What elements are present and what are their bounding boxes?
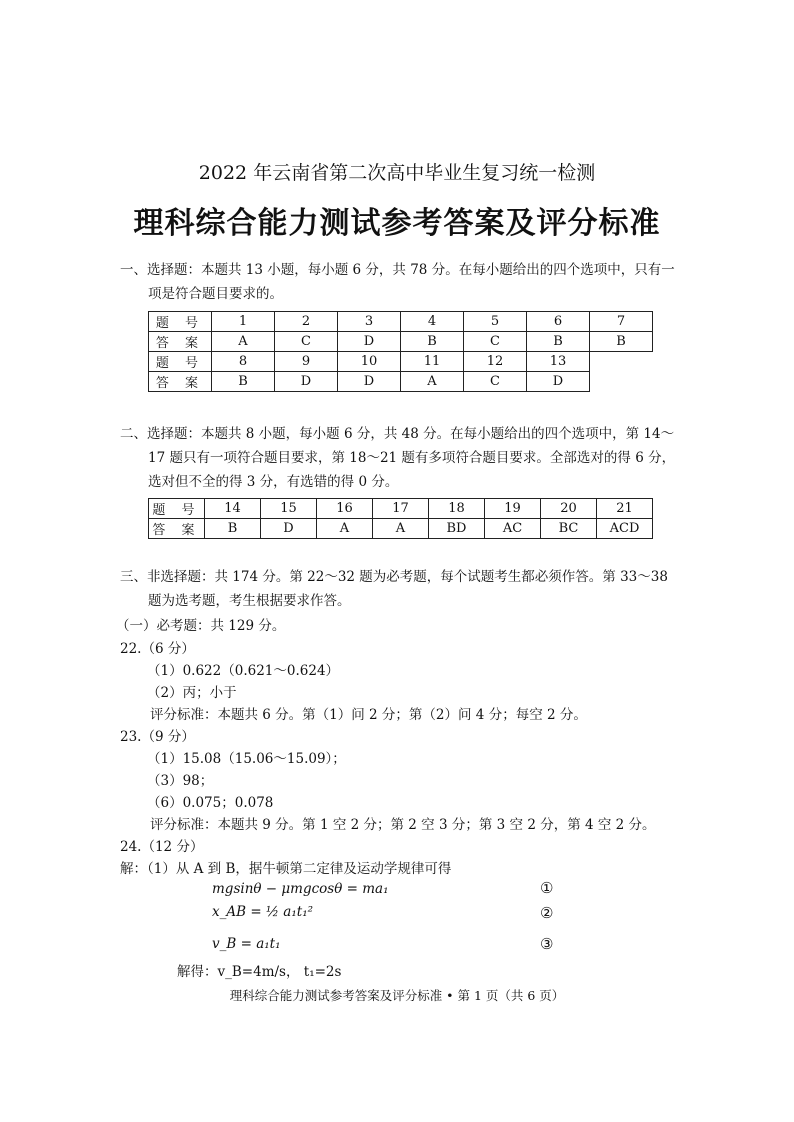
table-cell: 5 xyxy=(464,312,527,332)
table-cell: 21 xyxy=(597,499,653,519)
section1-intro-line1: 一、选择题：本题共 13 小题，每小题 6 分，共 78 分。在每小题给出的四个选项中，只有一 xyxy=(120,262,675,278)
table-cell: A xyxy=(317,519,373,539)
q24-title: 24.（12 分） xyxy=(120,839,204,855)
table-cell: B xyxy=(205,519,261,539)
table-cell: D xyxy=(261,519,317,539)
table-cell: ACD xyxy=(597,519,653,539)
header-cell: 题 号 xyxy=(149,499,205,519)
section3-intro-line2: 题为选考题，考生根据要求作答。 xyxy=(148,593,351,609)
section2-intro-line2: 17 题只有一项符合题目要求，第 18～21 题有多项符合题目要求。全部选对的得 6 分， xyxy=(148,450,676,466)
equation-number-3: ③ xyxy=(540,935,554,953)
table-cell: 11 xyxy=(401,352,464,372)
table-row xyxy=(149,312,653,332)
table-row xyxy=(149,352,653,372)
q23-answer-2: （3）98； xyxy=(147,773,214,789)
section1-intro-line2: 项是符合题目要求的。 xyxy=(148,286,283,302)
q23-answer-3: （6）0.075；0.078 xyxy=(147,795,274,811)
q22-answer-1: （1）0.622（0.621～0.624） xyxy=(147,663,340,679)
table-cell: A xyxy=(212,332,275,352)
equation-number-1: ① xyxy=(540,879,554,897)
header-cell: 答 案 xyxy=(149,519,205,539)
table-cell: 7 xyxy=(590,312,653,332)
result-values: v_B=4m/s， t₁=2s xyxy=(217,964,342,980)
table-cell: 6 xyxy=(527,312,590,332)
header-cell: 题 号 xyxy=(149,312,212,332)
q22-answer-2: （2）丙；小于 xyxy=(147,685,237,701)
header-cell: 答 案 xyxy=(149,332,212,352)
table-cell: 9 xyxy=(275,352,338,372)
table-cell: C xyxy=(275,332,338,352)
table-cell: B xyxy=(401,332,464,352)
table-cell: 13 xyxy=(527,352,590,372)
q24-result xyxy=(177,960,341,980)
table-row xyxy=(149,519,653,539)
section1-answer-table xyxy=(148,311,653,392)
equation-3: v_B = a₁t₁ xyxy=(212,936,281,952)
table-cell: B xyxy=(527,332,590,352)
table-cell: B xyxy=(212,372,275,392)
header-cell: 题 号 xyxy=(149,352,212,372)
table-cell: 10 xyxy=(338,352,401,372)
table-cell: 20 xyxy=(541,499,597,519)
empty-cell xyxy=(590,352,653,372)
table-cell: 4 xyxy=(401,312,464,332)
table-cell: D xyxy=(527,372,590,392)
equation-1: mgsinθ − μmgcosθ = ma₁ xyxy=(212,881,389,897)
table-cell: B xyxy=(590,332,653,352)
q23-answer-1: （1）15.08（15.06～15.09）； xyxy=(147,751,346,767)
table-cell: 12 xyxy=(464,352,527,372)
page-footer: 理科综合能力测试参考答案及评分标准 • 第 1 页（共 6 页） xyxy=(229,988,565,1003)
section2-answer-table xyxy=(148,498,653,539)
section3-intro-line1: 三、非选择题：共 174 分。第 22～32 题为必考题，每个试题考生都必须作答。第 33～38 xyxy=(120,569,668,585)
table-cell: BD xyxy=(429,519,485,539)
table-cell: C xyxy=(464,332,527,352)
table-cell: A xyxy=(373,519,429,539)
q23-title: 23.（9 分） xyxy=(120,729,195,745)
table-cell: D xyxy=(338,372,401,392)
table-cell: 15 xyxy=(261,499,317,519)
table-cell: 8 xyxy=(212,352,275,372)
empty-cell xyxy=(590,372,653,392)
table-cell: 2 xyxy=(275,312,338,332)
table-cell: 1 xyxy=(212,312,275,332)
table-cell: 19 xyxy=(485,499,541,519)
q23-grading: 评分标准：本题共 9 分。第 1 空 2 分；第 2 空 3 分；第 3 空 2 分，第 4 空 2 分。 xyxy=(150,817,656,833)
document-title: 理科综合能力测试参考答案及评分标准 xyxy=(133,206,661,241)
required-heading: （一）必考题：共 129 分。 xyxy=(116,618,286,634)
equation-number-2: ② xyxy=(540,904,554,922)
q22-grading: 评分标准：本题共 6 分。第（1）问 2 分；第（2）问 4 分；每空 2 分。 xyxy=(150,707,587,723)
table-row xyxy=(149,499,653,519)
table-cell: BC xyxy=(541,519,597,539)
exam-subtitle: 2022 年云南省第二次高中毕业生复习统一检测 xyxy=(198,162,596,184)
table-cell: 14 xyxy=(205,499,261,519)
table-cell: D xyxy=(338,332,401,352)
equation-2: x_AB = ½ a₁t₁² xyxy=(212,904,314,920)
table-cell: 3 xyxy=(338,312,401,332)
q22-title: 22.（6 分） xyxy=(120,641,195,657)
result-label: 解得： xyxy=(177,964,218,980)
table-cell: 16 xyxy=(317,499,373,519)
table-row xyxy=(149,332,653,352)
section2-intro-line3: 选对但不全的得 3 分，有选错的得 0 分。 xyxy=(148,474,399,490)
table-row xyxy=(149,372,653,392)
q24-solution-intro: 解：（1）从 A 到 B，据牛顿第二定律及运动学规律可得 xyxy=(120,861,452,877)
table-cell: D xyxy=(275,372,338,392)
table-cell: A xyxy=(401,372,464,392)
section2-intro-line1: 二、选择题：本题共 8 小题，每小题 6 分，共 48 分。在每小题给出的四个选项中，第 14～ xyxy=(120,426,675,442)
header-cell: 答 案 xyxy=(149,372,212,392)
table-cell: AC xyxy=(485,519,541,539)
table-cell: 17 xyxy=(373,499,429,519)
table-cell: C xyxy=(464,372,527,392)
table-cell: 18 xyxy=(429,499,485,519)
